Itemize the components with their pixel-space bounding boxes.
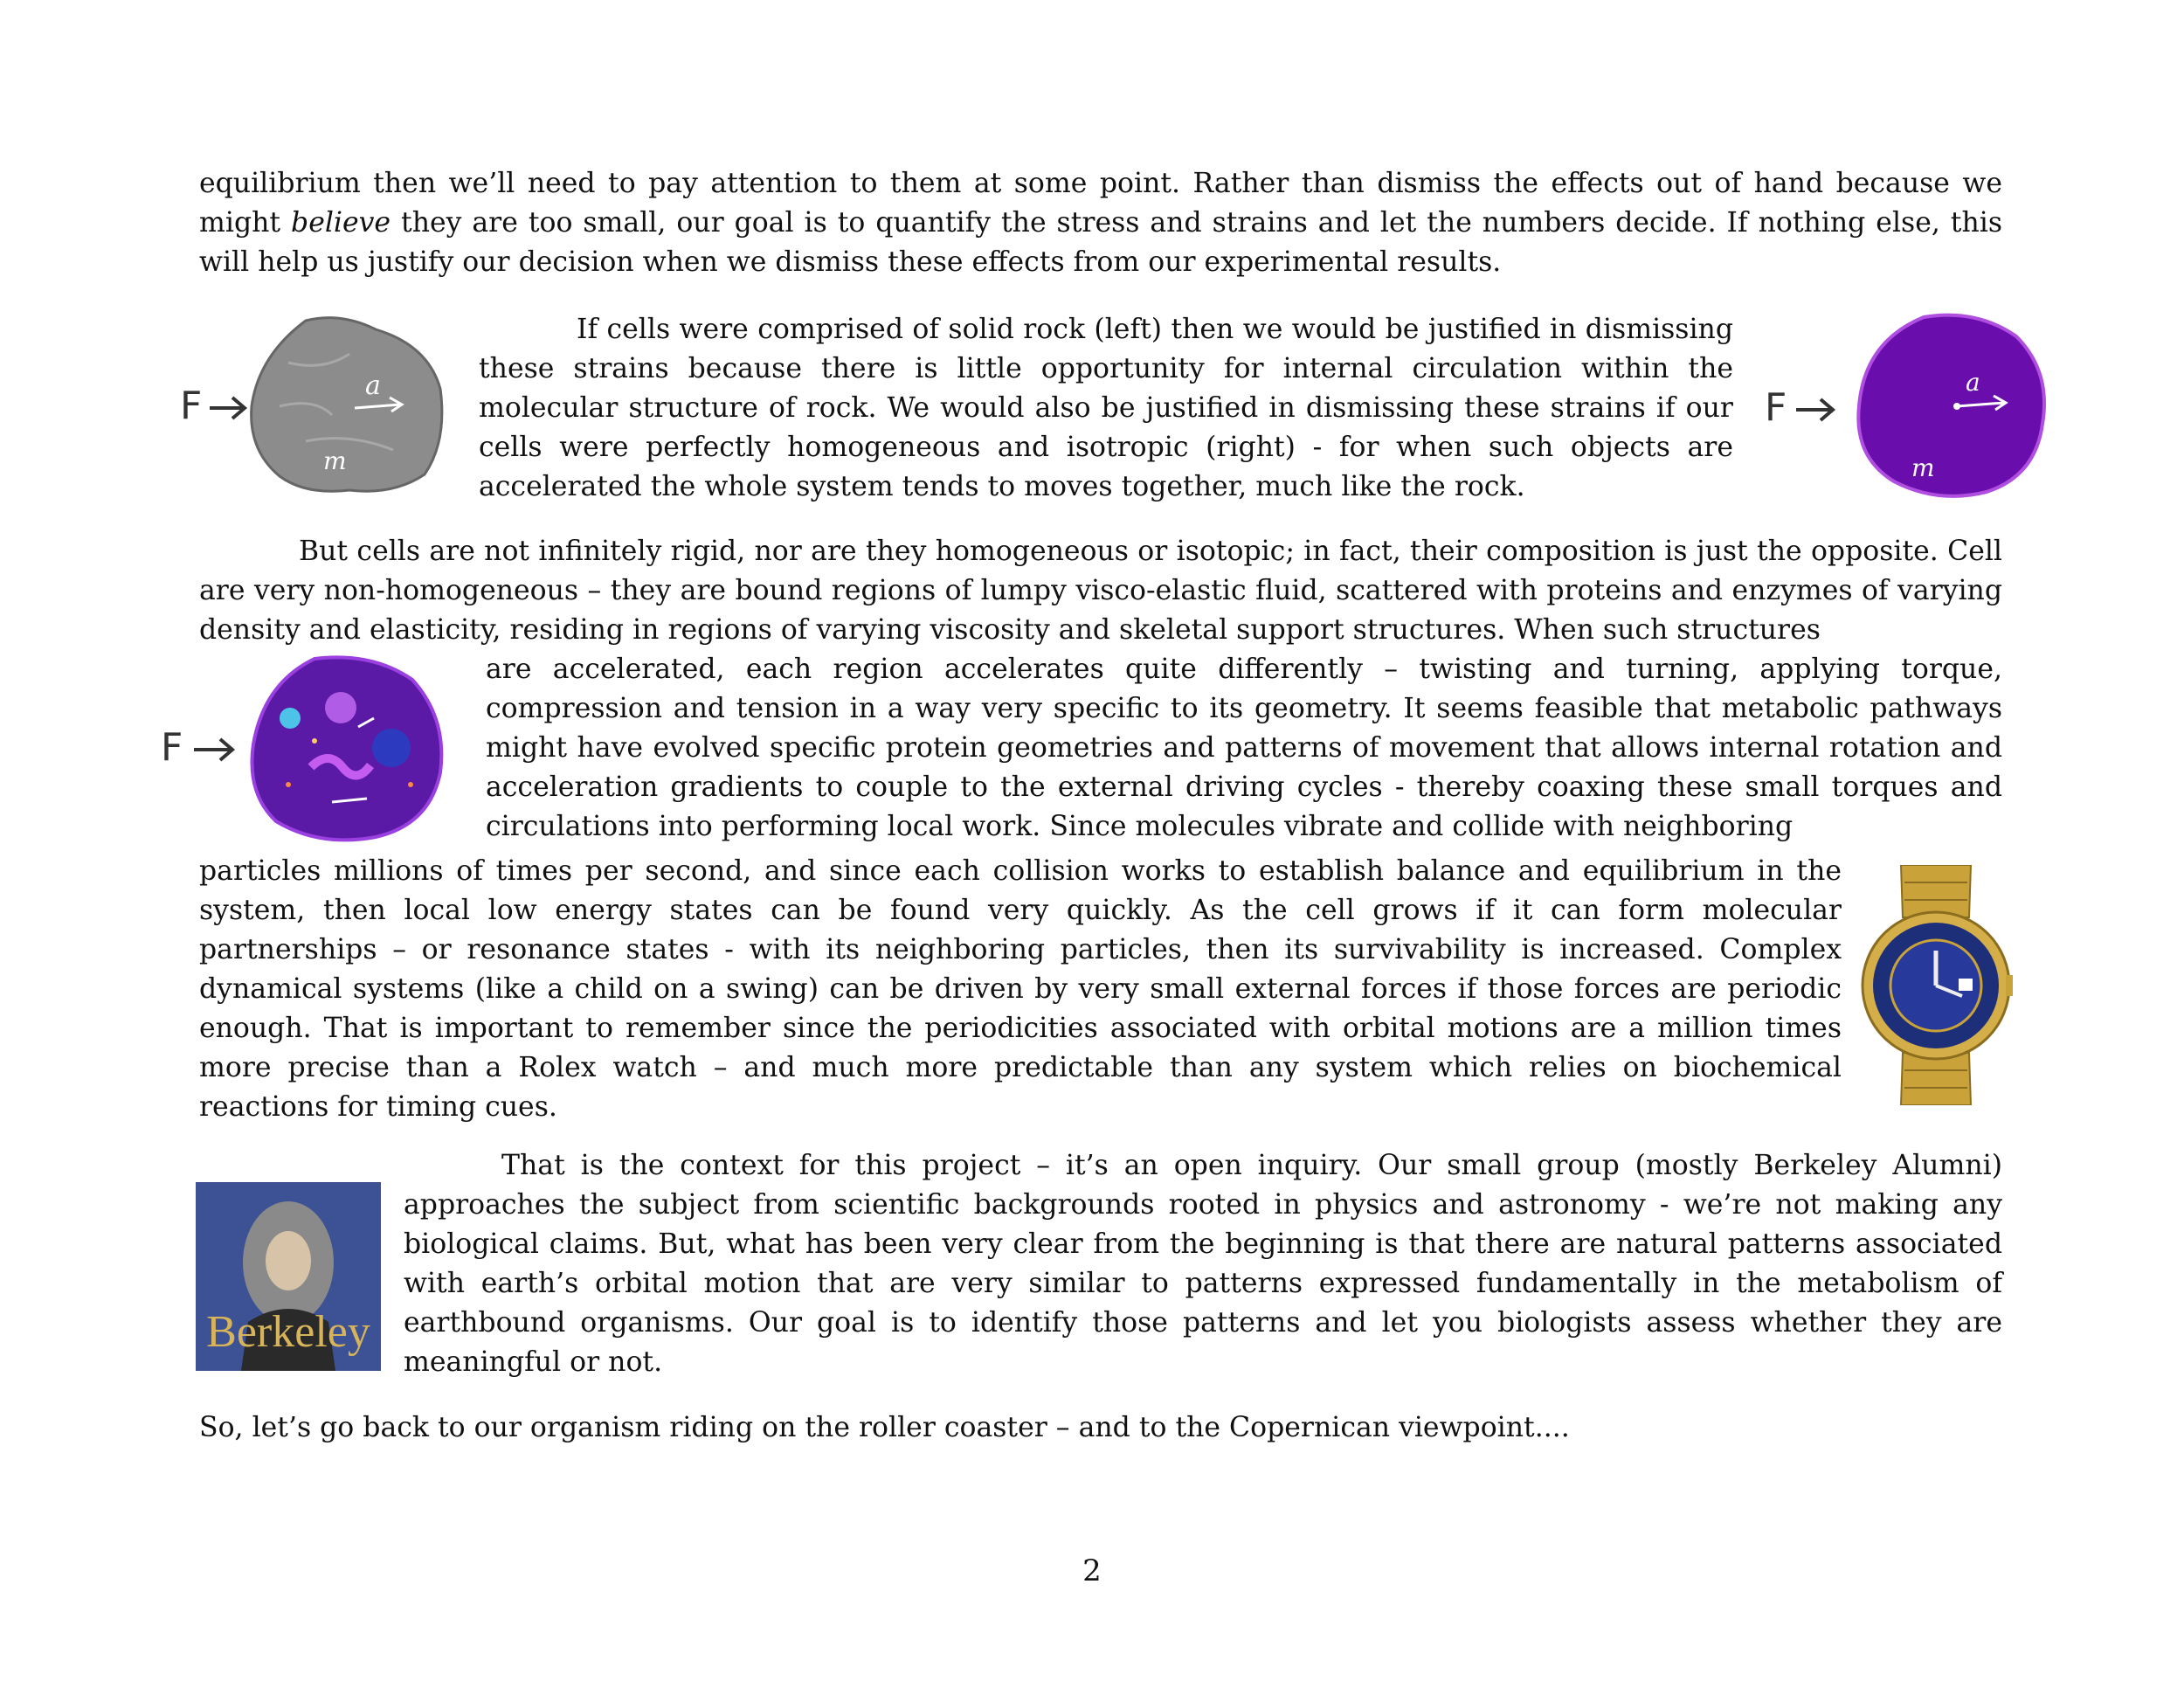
paragraph-rock-comparison: If cells were comprised of solid rock (left) then we would be justified in dismissing these strains because there is little opportunity for internal circulation within the molecular structure of rock. We would also be justified in dismissing these strains if our cells were perfectly homogeneous and isotropic (right) - for when such objects are accelerated the whole system tends to moves together, much like the rock. <box>479 314 1733 502</box>
accel-label: a <box>365 370 381 401</box>
mass-label: m <box>323 446 347 475</box>
complex-cell-figure <box>157 654 454 846</box>
paragraph-cells-beside-figure: are accelerated, each region accelerates quite differently – twisting and turning, applying torque, compression and tension in a way very specific to its geometry. It seems feasible that metabolic pathways might have evolved specific protein geometries and patterns of movement that allows internal rotation and acceleration gradients to couple to the external driving cycles - thereby coaxing these small torques and circulations into performing local work. Since molecules vibrate and collide with neighboring <box>486 654 2002 842</box>
page-number: 2 <box>1082 1553 1102 1588</box>
force-label: F <box>180 384 203 428</box>
paragraph-project-context: That is the context for this project – it’s an open inquiry. Our small group (mostly Berkeley Alumni) approaches the subject from scientific backgrounds rooted in physics and astronomy - we’re not making any biological claims. But, what has been very clear from the beginning is that there are natural patterns associated with earth’s orbital motion that are very similar to patterns expressed fundamentally in the metabolism of earthbound organisms. Our goal is to identify those patterns and let you biologists assess whether they are meaningful or not. <box>404 1150 2002 1378</box>
paragraph-cells-beside-watch: particles millions of times per second, and since each collision works to establish balance and equilibrium in the system, then local low energy states can be found very quickly. As the cell grows if it can form molecular partnerships – or resonance states - with its neighboring particles, then its survivability is increased. Complex dynamical systems (like a child on a swing) can be driven by very small external forces if those forces are periodic enough. That is important to remember since the periodicities associated with orbital motions are a million times more precise than a Rolex watch – and much more predictable than any system which relies on biochemical reactions for timing cues. <box>199 855 1842 1123</box>
paragraph-cells-intro: But cells are not infinitely rigid, nor are they homogeneous or isotopic; in fact, their composition is just the opposite. Cell are very non-homogeneous – they are bound regions of lumpy visco-elastic fluid, scattered with proteins and enzymes of varying density and elasticity, residing in regions of varying viscosity and skeletal support structures. When such structures <box>199 536 2002 646</box>
rock-shape <box>252 318 442 492</box>
force-label: F <box>1765 385 1787 430</box>
cell-shape <box>1858 315 2044 496</box>
cell-shape <box>252 657 441 840</box>
force-arrow-icon <box>1796 399 1833 420</box>
accel-label: a <box>1966 368 1980 397</box>
italic-believe: believe <box>291 207 391 239</box>
paragraph-intro: equilibrium then we’ll need to pay attention to them at some point. Rather than dismiss the effects out of hand because we might believe they are too small, our goal is to quantify the stress and strains and let the numbers decide. If nothing else, this will help us justify our decision when we dismiss these effects from our experimental results. <box>199 168 2002 278</box>
berkeley-word: Berkeley <box>206 1307 370 1357</box>
paragraph-closing: So, let’s go back to our organism riding on the roller coaster – and to the Copernican viewpoint.... <box>199 1412 1570 1443</box>
force-arrow-icon <box>210 398 245 419</box>
rock-figure <box>175 310 454 502</box>
mass-label: m <box>1911 453 1935 482</box>
force-label: F <box>161 725 183 770</box>
watch-image <box>1856 865 2013 1105</box>
force-arrow-icon <box>194 739 232 760</box>
berkeley-logo <box>196 1182 381 1371</box>
uniform-cell-figure <box>1758 310 2055 502</box>
